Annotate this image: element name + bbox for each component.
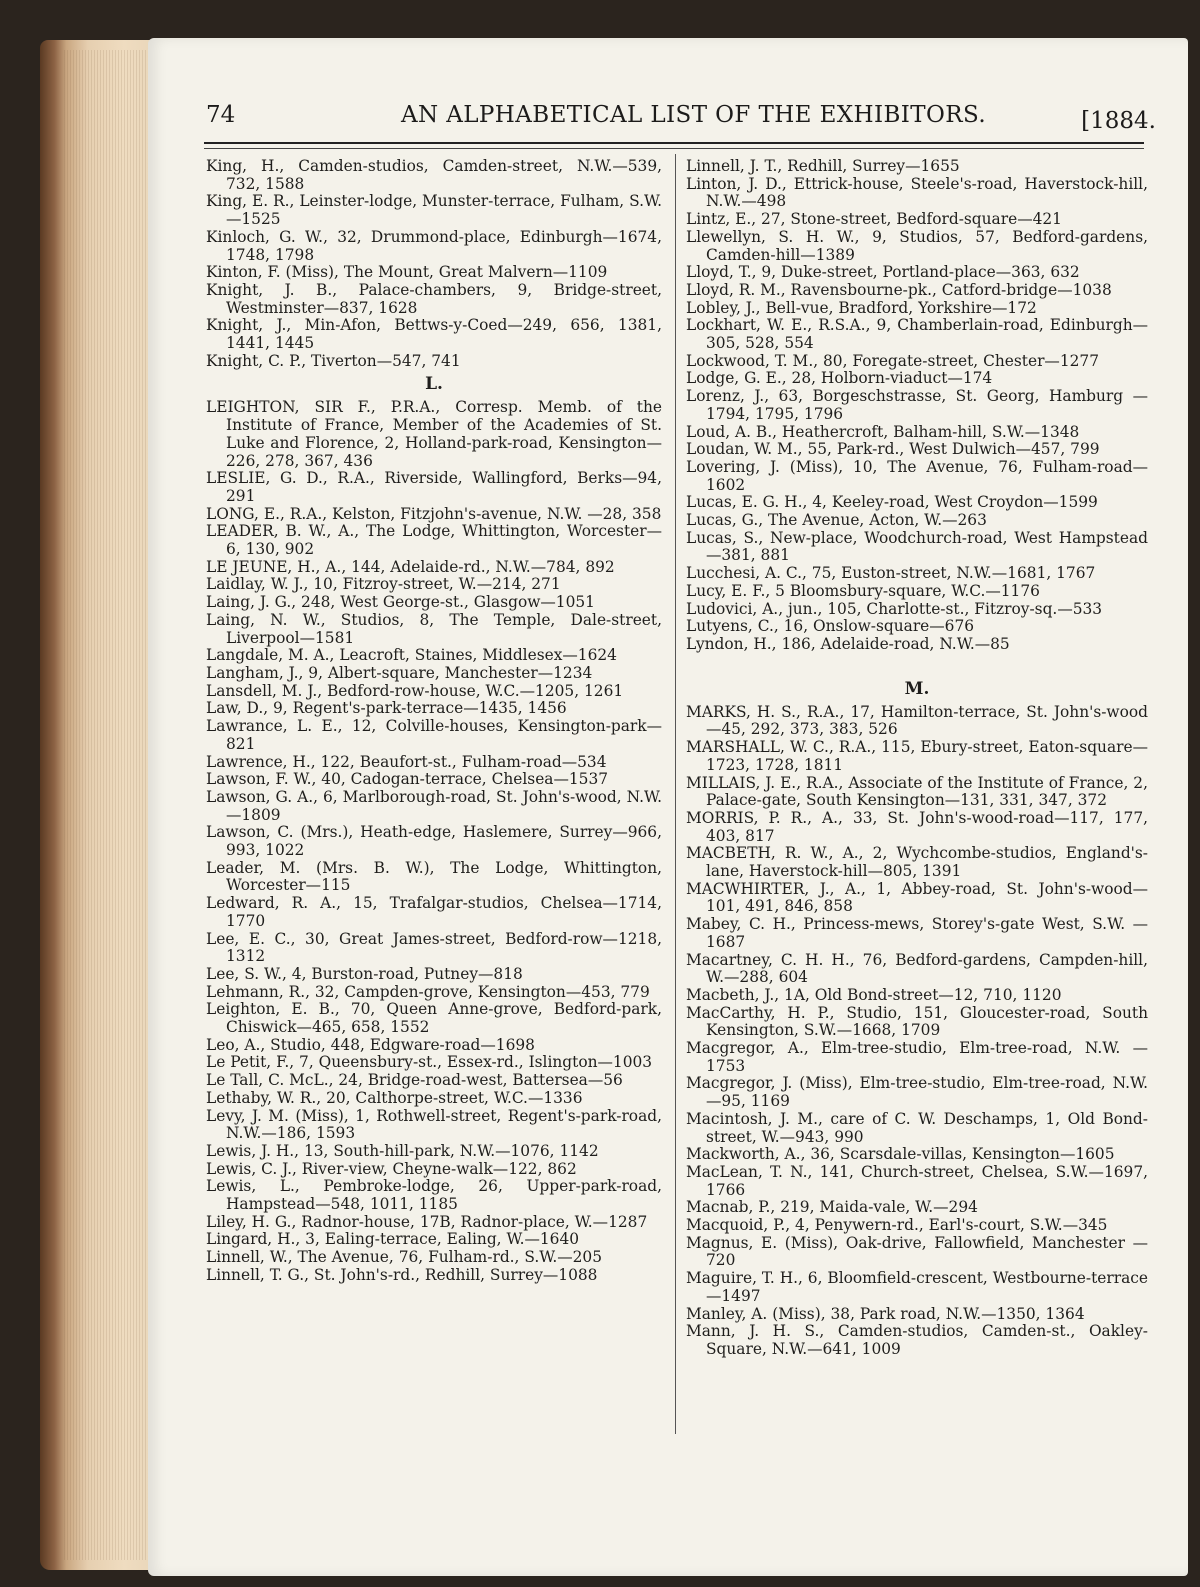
exhibitor-entry: Le Petit, F., 7, Queensbury-st., Essex-rd., Islington—1003 (206, 1053, 653, 1072)
exhibitor-entry: Langham, J., 9, Albert-square, Manchester—1234 (206, 663, 593, 682)
exhibitor-entry: King, E. R., Leinster-lodge, Munster-terrace, Fulham, S.W.—1525 (206, 192, 662, 229)
exhibitor-entry: MacLean, T. N., 141, Church-street, Chelsea, S.W.—1697, 1766 (686, 1162, 1148, 1199)
exhibitor-entry: Lucas, S., New-place, Woodchurch-road, West Hampstead—381, 881 (686, 528, 1148, 565)
exhibitor-entry: LE JEUNE, H., A., 144, Adelaide-rd., N.W.—784, 892 (206, 557, 615, 576)
exhibitor-entry: Knight, C. P., Tiverton—547, 741 (206, 351, 461, 370)
exhibitor-entry: Linnell, W., The Avenue, 76, Fulham-rd., S.W.—205 (206, 1248, 603, 1267)
exhibitor-entry: Macintosh, J. M., care of C. W. Deschamps, 1, Old Bond-street, W.—943, 990 (686, 1109, 1148, 1146)
exhibitor-entry: Lewis, C. J., River-view, Cheyne-walk—122, 862 (206, 1159, 577, 1178)
exhibitor-entry: Mabey, C. H., Princess-mews, Storey's-gate West, S.W. —1687 (686, 915, 1148, 951)
exhibitor-entry: LONG, E., R.A., Kelston, Fitzjohn's-avenue, N.W. —28, 358 (206, 504, 662, 523)
exhibitor-entry: LESLIE, G. D., R.A., Riverside, Wallingford, Berks—94, 291 (206, 469, 662, 505)
exhibitor-entry: Leighton, E. B., 70, Queen Anne-grove, Bedford-park, Chiswick—465, 658, 1552 (206, 1000, 662, 1037)
exhibitor-entry: Lee, E. C., 30, Great James-street, Bedford-row—1218, 1312 (206, 929, 662, 966)
exhibitor-entry: Liley, H. G., Radnor-house, 17B, Radnor-place, W.—1287 (206, 1212, 648, 1231)
exhibitor-entry: Lehmann, R., 32, Campden-grove, Kensington—453, 779 (206, 982, 650, 1001)
exhibitor-entry: Ludovici, A., jun., 105, Charlotte-st., Fitzroy-sq.—533 (686, 599, 1103, 618)
exhibitor-entry: Lobley, J., Bell-vue, Bradford, Yorkshire—172 (686, 298, 1037, 317)
running-head (206, 102, 1156, 138)
exhibitor-entry: Lee, S. W., 4, Burston-road, Putney—818 (206, 964, 523, 983)
page-title: AN ALPHABETICAL LIST OF THE EXHIBITORS. (401, 102, 987, 128)
exhibitor-entry: Lawrance, L. E., 12, Colville-houses, Kensington-park—821 (206, 717, 662, 753)
exhibitor-entry: Lewis, J. H., 13, South-hill-park, N.W.—1076, 1142 (206, 1141, 599, 1160)
exhibitor-entry: Linnell, J. T., Redhill, Surrey—1655 (686, 157, 960, 175)
exhibitor-entry: Laing, N. W., Studios, 8, The Temple, Dale-street, Liverpool—1581 (206, 610, 662, 647)
exhibitor-entry: Knight, J. B., Palace-chambers, 9, Bridge-street, Westminster—837, 1628 (206, 280, 662, 317)
exhibitor-entry: Laidlay, W. J., 10, Fitzroy-street, W.—214, 271 (206, 575, 561, 594)
column-divider (675, 154, 676, 1434)
exhibitor-entry: Macgregor, J. (Miss), Elm-tree-studio, Elm-tree-road, N.W.—95, 1169 (686, 1074, 1148, 1111)
exhibitor-entry: MORRIS, P. R., A., 33, St. John's-wood-road—117, 177, 403, 817 (686, 808, 1148, 845)
exhibitor-entry: Lockhart, W. E., R.S.A., 9, Chamberlain-road, Edinburgh—305, 528, 554 (686, 316, 1148, 353)
exhibitor-entry: Lansdell, M. J., Bedford-row-house, W.C.—1205, 1261 (206, 681, 624, 700)
exhibitor-entry: LEIGHTON, SIR F., P.R.A., Corresp. Memb. of the Institute of France, Member of the Academies of St. Luke and Florence, 2, Holland-park-road, Kensington—226, 278, 367, 436 (206, 398, 662, 470)
exhibitor-entry: MACWHIRTER, J., A., 1, Abbey-road, St. John's-wood—101, 491, 846, 858 (686, 879, 1148, 916)
exhibitor-entry: Mann, J. H. S., Camden-studios, Camden-st., Oakley-Square, N.W.—641, 1009 (686, 1322, 1148, 1358)
exhibitor-entry: Linton, J. D., Ettrick-house, Steele's-road, Haverstock-hill, N.W.—498 (686, 174, 1148, 211)
exhibitor-entry: Le Tall, C. McL., 24, Bridge-road-west, Battersea—56 (206, 1071, 623, 1090)
exhibitor-entry: Loud, A. B., Heathercroft, Balham-hill, S.W.—1348 (686, 422, 1080, 441)
exhibitor-entry: Lloyd, R. M., Ravensbourne-pk., Catford-bridge—1038 (686, 280, 1112, 299)
exhibitor-entry: Linnell, T. G., St. John's-rd., Redhill, Surrey—1088 (206, 1265, 598, 1284)
exhibitor-entry: LEADER, B. W., A., The Lodge, Whittington, Worcester—6, 130, 902 (206, 522, 662, 559)
right-column (686, 158, 1148, 1359)
exhibitor-entry: Ledward, R. A., 15, Trafalgar-studios, Chelsea—1714, 1770 (206, 894, 662, 930)
exhibitor-entry: Levy, J. M. (Miss), 1, Rothwell-street, Regent's-park-road, N.W.—186, 1593 (206, 1106, 662, 1143)
exhibitor-entry: Macnab, P., 219, Maida-vale, W.—294 (686, 1198, 978, 1217)
exhibitor-entry: Maguire, T. H., 6, Bloomfield-crescent, Westbourne-terrace—1497 (686, 1269, 1148, 1305)
page-number: 74 (206, 102, 236, 128)
exhibitor-entry: Leader, M. (Mrs. B. W.), The Lodge, Whittington, Worcester—115 (206, 858, 662, 895)
exhibitor-entry: MARKS, H. S., R.A., 17, Hamilton-terrace, St. John's-wood—45, 292, 373, 383, 526 (686, 702, 1148, 739)
exhibitor-entry: Lucy, E. F., 5 Bloomsbury-square, W.C.—1176 (686, 581, 1040, 600)
exhibitor-entry: Mackworth, A., 36, Scarsdale-villas, Kensington—1605 (686, 1145, 1115, 1164)
exhibitor-entry: Macquoid, P., 4, Penywern-rd., Earl's-court, S.W.—345 (686, 1216, 1108, 1235)
year-label: [1884. (1081, 108, 1156, 134)
section-heading-l: L. (425, 374, 443, 395)
entries-m (686, 704, 1148, 1359)
exhibitor-entry: Lethaby, W. R., 20, Calthorpe-street, W.C.—1336 (206, 1088, 583, 1107)
header-rule (204, 142, 1144, 144)
entries-k (206, 158, 662, 370)
section-gap (686, 654, 1148, 675)
exhibitor-entry: MACBETH, R. W., A., 2, Wychcombe-studios, England's-lane, Haverstock-hill—805, 1391 (686, 844, 1148, 881)
exhibitor-entry: Lawrence, H., 122, Beaufort-st., Fulham-road—534 (206, 752, 607, 771)
book-page (148, 38, 1188, 1576)
exhibitor-entry: Lucas, G., The Avenue, Acton, W.—263 (686, 511, 987, 530)
exhibitor-entry: Lawson, F. W., 40, Cadogan-terrace, Chelsea—1537 (206, 770, 609, 789)
header-rule-thin (204, 148, 1144, 149)
exhibitor-entry: Knight, J., Min-Afon, Bettws-y-Coed—249, 656, 1381, 1441, 1445 (206, 316, 662, 353)
exhibitor-entry: Macbeth, J., 1A, Old Bond-street—12, 710, 1120 (686, 985, 1062, 1004)
exhibitor-entry: Lutyens, C., 16, Onslow-square—676 (686, 617, 975, 636)
entries-l (206, 399, 662, 1284)
exhibitor-entry: Macgregor, A., Elm-tree-studio, Elm-tree-road, N.W. —1753 (686, 1039, 1148, 1075)
exhibitor-entry: Lucas, E. G. H., 4, Keeley-road, West Croydon—1599 (686, 493, 1098, 512)
exhibitor-entry: MacCarthy, H. P., Studio, 151, Gloucester-road, South Kensington, S.W.—1668, 1709 (686, 1003, 1148, 1040)
exhibitor-entry: Lucchesi, A. C., 75, Euston-street, N.W.—1681, 1767 (686, 564, 1096, 583)
exhibitor-entry: Kinloch, G. W., 32, Drummond-place, Edinburgh—1674, 1748, 1798 (206, 227, 662, 264)
exhibitor-entry: Lodge, G. E., 28, Holborn-viaduct—174 (686, 369, 993, 388)
exhibitor-entry: Lingard, H., 3, Ealing-terrace, Ealing, W.—1640 (206, 1230, 580, 1249)
exhibitor-entry: Magnus, E. (Miss), Oak-drive, Fallowfield, Manchester —720 (686, 1233, 1148, 1270)
exhibitor-entry: Lintz, E., 27, Stone-street, Bedford-square—421 (686, 210, 1062, 229)
exhibitor-entry: Lockwood, T. M., 80, Foregate-street, Chester—1277 (686, 351, 1099, 370)
exhibitor-entry: Lloyd, T., 9, Duke-street, Portland-place—363, 632 (686, 263, 1080, 282)
exhibitor-entry: Manley, A. (Miss), 38, Park road, N.W.—1350, 1364 (686, 1304, 1085, 1323)
exhibitor-entry: Llewellyn, S. H. W., 9, Studios, 57, Bedford-gardens, Camden-hill—1389 (686, 227, 1148, 264)
exhibitor-entry: Langdale, M. A., Leacroft, Staines, Middlesex—1624 (206, 646, 617, 665)
book-page-edges (40, 40, 160, 1570)
exhibitor-entry: Kinton, F. (Miss), The Mount, Great Malvern—1109 (206, 263, 608, 282)
exhibitor-entry: MILLAIS, J. E., R.A., Associate of the Institute of France, 2, Palace-gate, South Kensington—131, 331, 347, 372 (686, 773, 1148, 810)
exhibitor-entry: Law, D., 9, Regent's-park-terrace—1435, 1456 (206, 699, 567, 718)
exhibitor-entry: Lawson, G. A., 6, Marlborough-road, St. John's-wood, N.W.—1809 (206, 787, 662, 824)
exhibitor-entry: Lovering, J. (Miss), 10, The Avenue, 76, Fulham-road—1602 (686, 457, 1148, 494)
entries-l-continued (686, 158, 1148, 654)
exhibitor-entry: MARSHALL, W. C., R.A., 115, Ebury-street, Eaton-square—1723, 1728, 1811 (686, 738, 1148, 774)
exhibitor-entry: Loudan, W. M., 55, Park-rd., West Dulwich—457, 799 (686, 440, 1100, 459)
exhibitor-entry: Macartney, C. H. H., 76, Bedford-gardens, Campden-hill, W.—288, 604 (686, 950, 1148, 987)
exhibitor-entry: Lewis, L., Pembroke-lodge, 26, Upper-park-road, Hampstead—548, 1011, 1185 (206, 1177, 662, 1214)
exhibitor-entry: Lyndon, H., 186, Adelaide-road, N.W.—85 (686, 634, 1010, 653)
exhibitor-entry: Lawson, C. (Mrs.), Heath-edge, Haslemere, Surrey—966, 993, 1022 (206, 823, 662, 860)
exhibitor-entry: Lorenz, J., 63, Borgeschstrasse, St. Georg, Hamburg —1794, 1795, 1796 (686, 387, 1148, 423)
exhibitor-entry: Leo, A., Studio, 448, Edgware-road—1698 (206, 1035, 535, 1054)
exhibitor-entry: Laing, J. G., 248, West George-st., Glasgow—1051 (206, 593, 595, 612)
section-heading-m: M. (904, 678, 930, 699)
exhibitor-entry: King, H., Camden-studios, Camden-street, N.W.—539, 732, 1588 (206, 157, 662, 193)
left-column (206, 158, 662, 1285)
